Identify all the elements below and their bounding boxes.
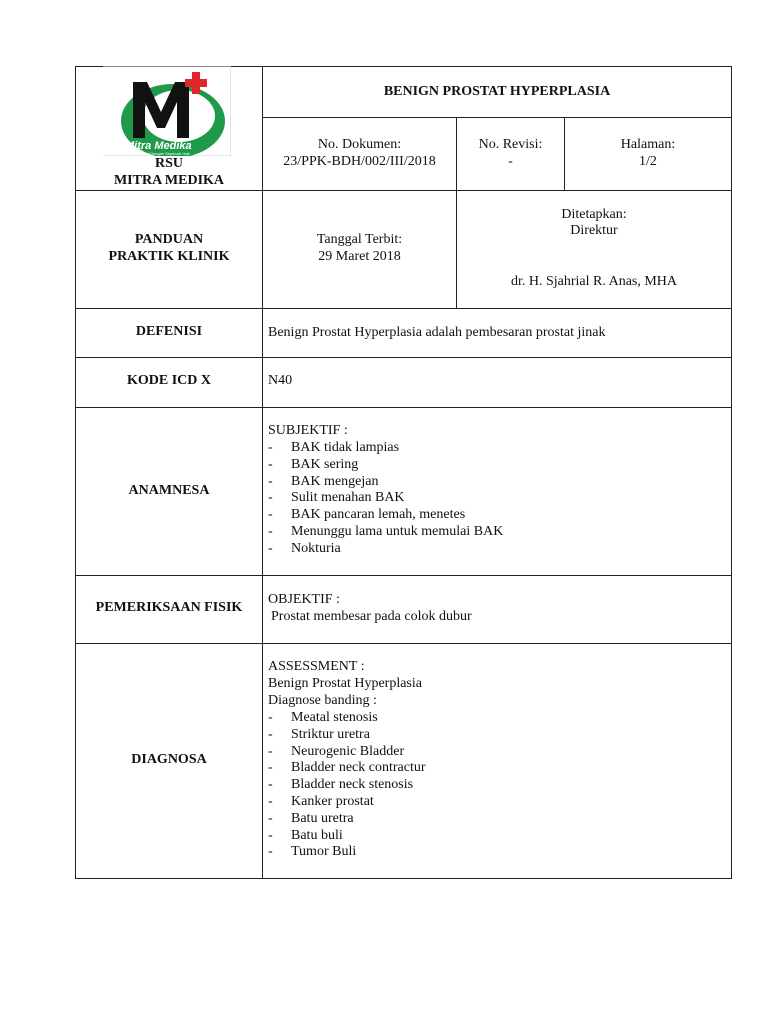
defenisi-label: DEFENISI — [135, 324, 203, 339]
pemeriksaan-heading: OBJEKTIF : — [268, 592, 340, 607]
anamnesa-label: ANAMNESA — [128, 483, 210, 498]
list-item: - BAK mengejan — [268, 474, 723, 491]
doc-number-value: 23/PPK-BDH/002/III/2018 — [283, 154, 436, 169]
list-item: - Neurogenic Bladder — [268, 744, 723, 761]
anamnesa-list — [268, 440, 723, 558]
hospital-name: MITRA MEDIKA — [113, 173, 225, 188]
page-label: Halaman: — [620, 137, 676, 152]
panduan-line1: PANDUAN — [134, 232, 204, 247]
diagnosa-label: DIAGNOSA — [131, 752, 207, 767]
list-item: - Tumor Buli — [268, 844, 723, 861]
approval-label: Ditetapkan: — [561, 207, 627, 222]
hospital-type: RSU — [154, 156, 183, 171]
list-item: - BAK sering — [268, 457, 723, 474]
logo-icon — [103, 66, 231, 156]
list-item: - BAK pancaran lemah, menetes — [268, 507, 723, 524]
pemeriksaan-label: PEMERIKSAAN FISIK — [95, 600, 243, 615]
issue-date-value: 29 Maret 2018 — [318, 249, 401, 264]
kode-text: N40 — [268, 373, 293, 388]
issue-date-label: Tanggal Terbit: — [316, 232, 403, 247]
list-item: - Meatal stenosis — [268, 710, 723, 727]
diagnosa-differential-heading: Diagnose banding : — [268, 693, 377, 708]
kode-label: KODE ICD X — [126, 373, 211, 388]
list-item: - BAK tidak lampias — [268, 440, 723, 457]
revision-label: No. Revisi: — [478, 137, 543, 152]
diagnosa-list — [268, 710, 723, 861]
document-title: BENIGN PROSTAT HYPERPLASIA — [383, 84, 611, 99]
pemeriksaan-text: Prostat membesar pada colok dubur — [271, 609, 472, 624]
list-item: - Nokturia — [268, 541, 723, 558]
list-item: - Batu uretra — [268, 811, 723, 828]
diagnosa-heading: ASSESSMENT : — [268, 659, 365, 674]
list-item: - Kanker prostat — [268, 794, 723, 811]
list-item: - Striktur uretra — [268, 727, 723, 744]
approval-name: dr. H. Sjahrial R. Anas, MHA — [510, 274, 678, 289]
revision-value: - — [508, 154, 513, 169]
list-item: - Sulit menahan BAK — [268, 490, 723, 507]
list-item: - Bladder neck contractur — [268, 760, 723, 777]
panduan-line2: PRAKTIK KLINIK — [108, 249, 230, 264]
list-item: - Bladder neck stenosis — [268, 777, 723, 794]
list-item: - Batu buli — [268, 828, 723, 845]
approval-role: Direktur — [570, 223, 618, 238]
list-item: - Menunggu lama untuk memulai BAK — [268, 524, 723, 541]
page-value: 1/2 — [639, 154, 657, 169]
diagnosa-primary: Benign Prostat Hyperplasia — [268, 676, 422, 691]
mitra-medika-logo — [103, 66, 231, 156]
defenisi-text: Benign Prostat Hyperplasia adalah pembesaran prostat jinak — [268, 325, 606, 340]
ppk-document — [75, 66, 732, 879]
logo-text: Mitra Medika — [125, 140, 192, 152]
logo-tagline: Melayani Dengan Sepenuh Hati — [133, 151, 190, 156]
doc-number-label: No. Dokumen: — [317, 137, 402, 152]
anamnesa-heading: SUBJEKTIF : — [268, 423, 348, 438]
